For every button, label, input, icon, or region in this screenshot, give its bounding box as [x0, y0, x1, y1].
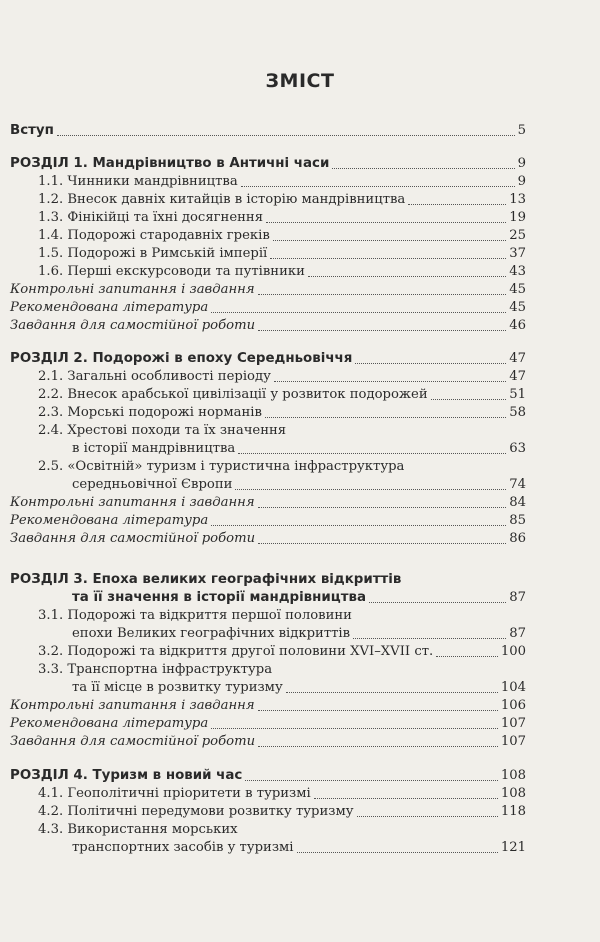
toc-entry-title: РОЗДІЛ 1. Мандрівництво в Античні часи: [10, 156, 330, 171]
toc-entry: [10, 152, 526, 172]
toc-entry: [38, 365, 526, 385]
dot-leader: [211, 728, 498, 729]
dot-leader: [57, 135, 515, 136]
toc-entry-title: Вступ: [10, 123, 54, 138]
toc-entry: [38, 224, 526, 244]
toc-entry-page: 9: [517, 156, 526, 171]
toc-entry-title: середньовічної Європи: [72, 477, 233, 492]
toc-entry-title: 1.1. Чинники мандрівництва: [38, 174, 238, 189]
toc-entry-title: 3.1. Подорожі та відкриття першої половини: [38, 608, 352, 623]
dot-leader: [235, 489, 506, 490]
toc-entry-title: 1.4. Подорожі стародавніх греків: [38, 228, 270, 243]
toc-entry: [38, 455, 526, 475]
toc-entry: [38, 188, 526, 208]
toc-entry-page: 118: [500, 804, 526, 819]
toc-entry: [38, 206, 526, 226]
toc-entry-title: 1.6. Перші екскурсоводи та путівники: [38, 264, 305, 279]
toc-entry-page: 13: [509, 192, 526, 207]
dot-leader: [211, 525, 506, 526]
toc-entry: [72, 622, 526, 642]
toc-entry: [10, 730, 526, 750]
toc-entry-title: Завдання для самостійної роботи: [10, 318, 256, 333]
dot-leader: [314, 798, 498, 799]
toc-entry-page: 5: [517, 123, 526, 138]
toc-entry: [72, 836, 526, 856]
toc-entry-page: 63: [509, 441, 526, 456]
toc-entry-title: в історії мандрівництва: [72, 441, 236, 456]
toc-entry-page: 85: [509, 513, 526, 528]
toc-entry-title: 2.2. Внесок арабської цивілізації у розвиток подорожей: [38, 387, 428, 402]
toc-entry-page: 46: [509, 318, 526, 333]
toc-entry: [38, 658, 526, 678]
toc-entry-title: 3.2. Подорожі та відкриття другої половини XVI–XVII ст.: [38, 644, 434, 659]
dot-leader: [258, 710, 498, 711]
toc-entry: [38, 383, 526, 403]
toc-entry-title: 1.2. Внесок давніх китайців в історію мандрівництва: [38, 192, 406, 207]
toc-entry-title: Контрольні запитання і завдання: [10, 495, 255, 510]
toc-entry-page: 100: [500, 644, 526, 659]
toc-entry: [10, 568, 526, 588]
toc-entry-title: Рекомендована література: [10, 513, 209, 528]
dot-leader: [258, 507, 507, 508]
dot-leader: [274, 381, 506, 382]
toc-entry: [38, 170, 526, 190]
dot-leader: [353, 638, 506, 639]
toc-entry: [10, 527, 526, 547]
dot-leader: [355, 363, 506, 364]
toc-entry-page: 74: [509, 477, 526, 492]
toc-entry-title: РОЗДІЛ 3. Епоха великих географічних відкриттів: [10, 572, 402, 587]
toc-entry-title: 4.1. Геополітичні пріоритети в туризмі: [38, 786, 311, 801]
toc-entry-title: Завдання для самостійної роботи: [10, 734, 256, 749]
toc-entry: [38, 260, 526, 280]
toc-entry-title: 4.2. Політичні передумови розвитку туризму: [38, 804, 354, 819]
dot-leader: [238, 453, 506, 454]
toc-entry-page: 104: [500, 680, 526, 695]
toc-entry-title: 1.5. Подорожі в Римській імперії: [38, 246, 268, 261]
toc-entry-page: 107: [500, 734, 526, 749]
page-title: ЗМІСТ: [265, 70, 335, 92]
dot-leader: [408, 204, 506, 205]
toc-entry-title: 3.3. Транспортна інфраструктура: [38, 662, 273, 677]
toc-entry-title: транспортних засобів у туризмі: [72, 840, 294, 855]
toc-entry-page: 108: [500, 786, 526, 801]
toc-entry: [10, 314, 526, 334]
dot-leader: [258, 543, 506, 544]
toc-entry: [10, 694, 526, 714]
toc-entry-page: 47: [509, 351, 526, 366]
toc-entry-title: РОЗДІЛ 2. Подорожі в епоху Середньовіччя: [10, 351, 353, 366]
dot-leader: [258, 294, 507, 295]
toc-entry-title: та її значення в історії мандрівництва: [72, 590, 366, 605]
toc-entry: [38, 818, 526, 838]
toc-entry: [38, 782, 526, 802]
toc-entry: [10, 491, 526, 511]
toc-entry-title: та її місце в розвитку туризму: [72, 680, 283, 695]
toc-entry-title: Рекомендована література: [10, 716, 209, 731]
toc-entry-page: 19: [509, 210, 526, 225]
dot-leader: [265, 417, 506, 418]
dot-leader: [308, 276, 506, 277]
toc-entry: [10, 119, 526, 139]
dot-leader: [241, 186, 515, 187]
toc-entry: [38, 242, 526, 262]
toc-entry: [38, 604, 526, 624]
toc-entry: [10, 347, 526, 367]
toc-entry-title: 2.5. «Освітній» туризм і туристична інфраструктура: [38, 459, 405, 474]
toc-entry: [72, 676, 526, 696]
toc-entry-title: Контрольні запитання і завдання: [10, 282, 255, 297]
toc-entry: [10, 296, 526, 316]
dot-leader: [266, 222, 506, 223]
toc-entry-page: 45: [509, 282, 526, 297]
toc-entry-title: РОЗДІЛ 4. Туризм в новий час: [10, 768, 243, 783]
toc-entry: [10, 764, 526, 784]
dot-leader: [245, 780, 497, 781]
dot-leader: [297, 852, 498, 853]
toc-entry: [10, 509, 526, 529]
toc-entry-page: 45: [509, 300, 526, 315]
toc-entry-title: Контрольні запитання і завдання: [10, 698, 255, 713]
toc-entry-page: 9: [517, 174, 526, 189]
dot-leader: [211, 312, 506, 313]
toc-entry-page: 58: [509, 405, 526, 420]
toc-entry: [38, 401, 526, 421]
toc-entry-title: Завдання для самостійної роботи: [10, 531, 256, 546]
toc-entry-page: 37: [509, 246, 526, 261]
dot-leader: [273, 240, 506, 241]
toc-entry: [38, 640, 526, 660]
toc-entry-title: епохи Великих географічних відкриттів: [72, 626, 351, 641]
toc-entry: [10, 278, 526, 298]
dot-leader: [258, 746, 498, 747]
toc-entry: [72, 473, 526, 493]
dot-leader: [332, 168, 514, 169]
dot-leader: [270, 258, 506, 259]
toc-entry-title: 2.1. Загальні особливості періоду: [38, 369, 271, 384]
dot-leader: [286, 692, 498, 693]
toc-entry-title: 2.4. Хрестові походи та їх значення: [38, 423, 287, 438]
toc-entry: [38, 419, 526, 439]
dot-leader: [369, 602, 506, 603]
toc-entry-page: 87: [509, 626, 526, 641]
toc-entry: [10, 712, 526, 732]
toc-entry-title: 1.3. Фінікійці та їхні досягнення: [38, 210, 264, 225]
toc-entry-page: 51: [509, 387, 526, 402]
toc-entry-page: 106: [500, 698, 526, 713]
toc-entry-title: Рекомендована література: [10, 300, 209, 315]
toc-entry-page: 25: [509, 228, 526, 243]
toc-entry-page: 108: [500, 768, 526, 783]
dot-leader: [357, 816, 498, 817]
dot-leader: [258, 330, 506, 331]
toc-entry-page: 84: [509, 495, 526, 510]
toc-entry-page: 47: [509, 369, 526, 384]
toc-entry-title: 4.3. Використання морських: [38, 822, 238, 837]
dot-leader: [436, 656, 498, 657]
toc-entry-page: 86: [509, 531, 526, 546]
toc-entry-title: 2.3. Морські подорожі норманів: [38, 405, 262, 420]
toc-entry-page: 43: [509, 264, 526, 279]
toc-entry-page: 87: [509, 590, 526, 605]
toc-entry: [72, 586, 526, 606]
toc-entry-page: 107: [500, 716, 526, 731]
dot-leader: [431, 399, 507, 400]
toc-entry: [38, 800, 526, 820]
toc-entry-page: 121: [500, 840, 526, 855]
toc-entry: [72, 437, 526, 457]
